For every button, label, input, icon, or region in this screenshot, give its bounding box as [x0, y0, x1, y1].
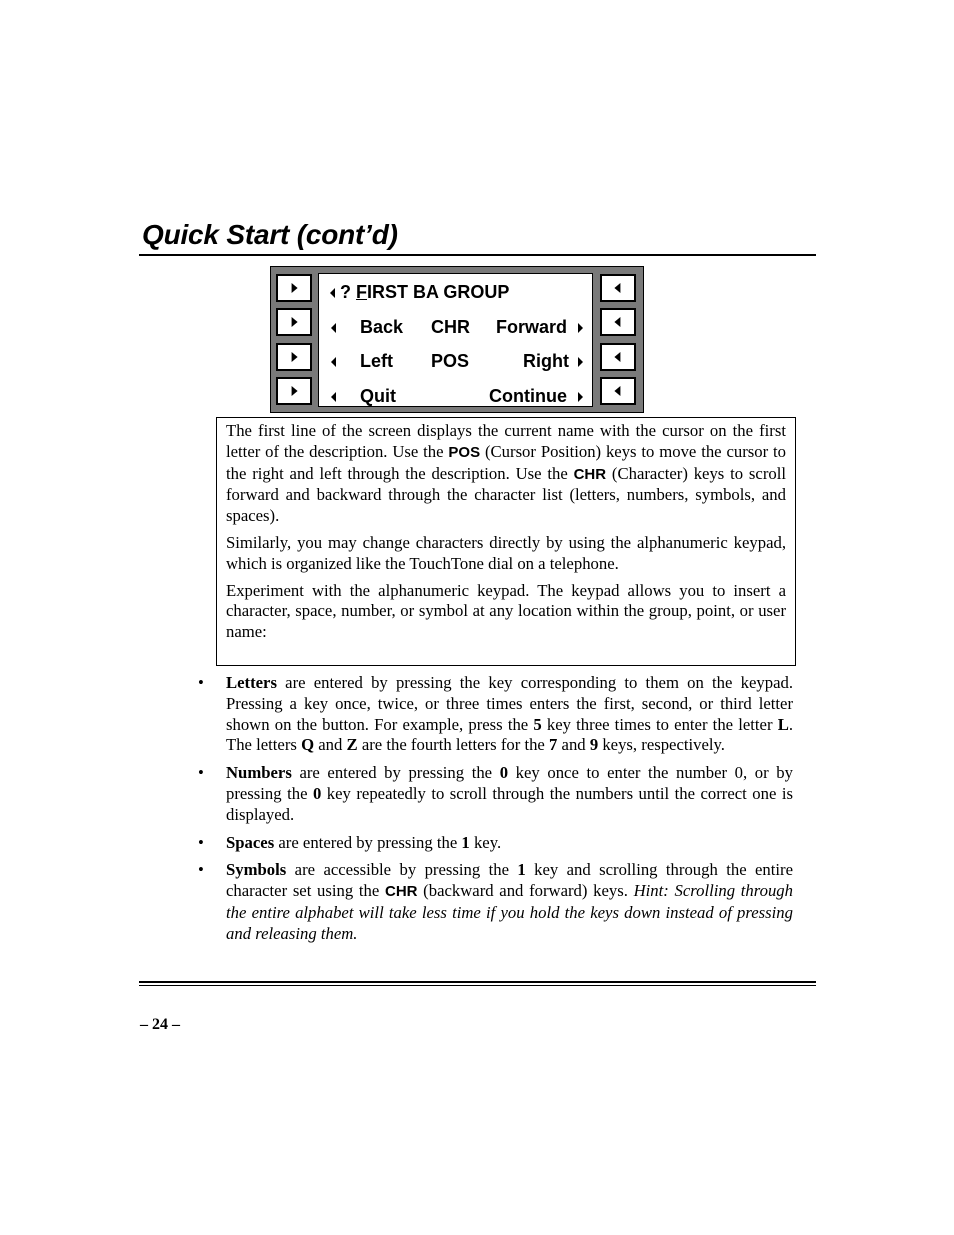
- left-key-2-button[interactable]: [276, 308, 312, 336]
- right-scroll-icon: [578, 323, 583, 333]
- lcd-chr-label: CHR: [431, 317, 470, 337]
- lcd-line-2: [319, 314, 592, 344]
- left-key-4-button[interactable]: [276, 377, 312, 405]
- right-arrow-icon: [292, 352, 298, 362]
- lcd-pos-label: POS: [431, 351, 470, 371]
- lcd-back-label: Back: [360, 317, 404, 337]
- pos-keyword: POS: [448, 443, 481, 461]
- list-item-letters: • Letters are entered by pressing the key corresponding to them on the keypad. Pressing a key once, twice, or three times enters the first, second, or third letter shown on the button. For example, press the 5 key three times to enter the letter L. The letters Q and Z are the fourth letters for the 7 and 9 keys, respectively.: [198, 673, 793, 755]
- list-item-spaces: • Spaces are entered by pressing the 1 key.: [198, 832, 502, 852]
- right-arrow-icon: [292, 386, 298, 396]
- instruction-paragraph-2: Similarly, you may change characters directly by using the alphanumeric keypad, which is organized like the TouchTone dial on a telephone.: [226, 532, 786, 573]
- title-rule: [139, 254, 816, 256]
- right-key-1-button[interactable]: [600, 274, 636, 302]
- left-scroll-icon: [330, 288, 335, 298]
- lcd-left-label: Left: [360, 351, 393, 371]
- instruction-box: [216, 417, 796, 666]
- lcd-name-text: IRST BA GROUP: [367, 282, 510, 302]
- right-scroll-icon: [578, 392, 583, 402]
- bullet-icon: •: [198, 860, 204, 880]
- left-key-1-button[interactable]: [276, 274, 312, 302]
- right-arrow-icon: [292, 317, 298, 327]
- right-key-4-button[interactable]: [600, 377, 636, 405]
- lcd-right-label: Right: [523, 351, 569, 371]
- chr-keyword: CHR: [573, 465, 607, 483]
- left-arrow-icon: [614, 317, 620, 327]
- keypad-display: [270, 266, 644, 413]
- right-key-2-button[interactable]: [600, 308, 636, 336]
- page-title: Quick Start (cont’d): [142, 219, 398, 250]
- footer-rule: [139, 981, 816, 983]
- chr-keyword: CHR: [384, 883, 418, 901]
- left-arrow-icon: [614, 283, 620, 293]
- right-arrow-icon: [292, 283, 298, 293]
- left-arrow-icon: [614, 352, 620, 362]
- left-key-3-button[interactable]: [276, 343, 312, 371]
- instruction-paragraph-3: Experiment with the alphanumeric keypad. The keypad allows you to insert a character, space, number, or symbol at any location within the group, point, or user name:: [226, 580, 786, 642]
- page-number: – 24 –: [140, 1016, 180, 1033]
- right-key-3-button[interactable]: [600, 343, 636, 371]
- lcd-prompt: ?: [340, 282, 357, 302]
- lcd-forward-label: Forward: [496, 317, 568, 337]
- right-scroll-icon: [578, 357, 583, 367]
- lcd-line-1: [319, 279, 592, 309]
- left-arrow-icon: [614, 386, 620, 396]
- bullet-list: [195, 673, 793, 952]
- list-item-symbols: • Symbols are accessible by pressing the 1 key and scrolling through the entire character set using the CHR (backward and forward) keys. Hint: Scrolling through the entire alphabet will take less time if you hold the keys down instead of pressing and releasing them.: [198, 860, 794, 943]
- bullet-icon: •: [198, 673, 204, 692]
- lcd-line-3: [319, 348, 592, 378]
- lcd-continue-label: Continue: [489, 386, 567, 406]
- bullet-icon: •: [198, 763, 204, 783]
- lcd-quit-label: Quit: [360, 386, 396, 406]
- left-scroll-icon: [331, 323, 336, 333]
- lcd-screen: [318, 273, 593, 407]
- lcd-line-4: [319, 383, 592, 413]
- left-scroll-icon: [331, 392, 336, 402]
- footer-rule-thin: [139, 985, 816, 986]
- left-scroll-icon: [331, 357, 336, 367]
- lcd-cursor-char: F: [356, 282, 368, 302]
- bullet-icon: •: [198, 832, 204, 852]
- list-item-numbers: • Numbers are entered by pressing the 0 key once to enter the number 0, or by pressing the 0 key repeatedly to scroll through the numbers until the correct one is displayed.: [198, 763, 793, 824]
- hint-text: Hint: Scrolling through the entire alphabet will take less time if you hold the keys down instead of pressing and releasing them.: [226, 881, 793, 943]
- instruction-paragraph-1: The first line of the screen displays the current name with the cursor on the first letter of the description. Use the POS (Cursor Position) keys to move the cursor to the right and left through the description. Use the CHR (Character) keys to scroll forward and backward through the character list (letters, numbers, symbols, and spaces).: [226, 421, 786, 526]
